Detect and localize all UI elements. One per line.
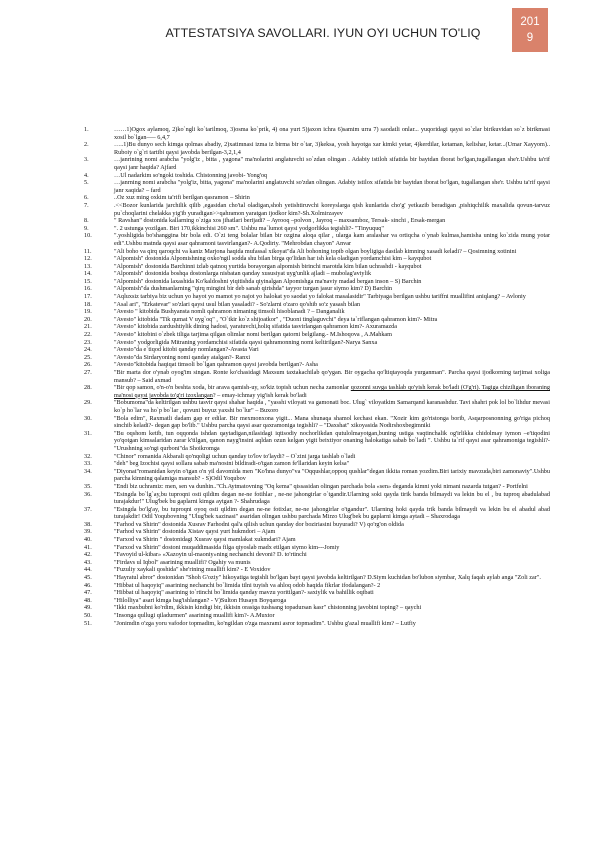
- question-item: [84, 544, 550, 552]
- question-item: [84, 483, 550, 491]
- question-text: "Farxod va Shirin " dostonidagi Xusrav qaysi mamlakat xukmdari? Ajam: [114, 536, 296, 544]
- question-item: [84, 559, 550, 567]
- question-item: [84, 399, 550, 414]
- question-text: "Diyonat"romanidan keyin o'tgan o'n yil davomida men "Ko'hna dunyo"va "Oqqushlar,oppoq qushlar"degan ikkita roman yozdim.Biri tarixiy mavzuda,biri zamonaviy".Ushbu parcha kimning qalamiga mansub? - S)Odil Yoqubov: [114, 467, 550, 483]
- question-text: "Alpomish"da dushmanlarning "qirq mingini bir deb sanab qirishda" tayyor turgan jasur siymo kim? D) Barchin: [114, 285, 393, 293]
- question-text: ..Oz xuz ming oxkim ta'rifi berilgan qasramon – Shirin: [114, 194, 250, 202]
- question-text: "Aqluxsiz tarbiya biz uchun yo hayot yo mamot yo najot yo halokat yo saodat yo falokat masalasidir" Tarbiyaga berilgan ushbu tariffni muallifini aniqlang? – Avloniy: [114, 293, 526, 301]
- question-number: 10.: [84, 232, 92, 240]
- question-number: 30.: [84, 414, 92, 422]
- question-text: "Avesto " kitobida Bushyansta nomli qahramon nimaning timsoli hisoblanadi ? – Danganalik: [114, 308, 345, 316]
- question-item: [84, 194, 550, 202]
- question-number: 26.: [84, 361, 92, 369]
- question-number: 17.: [84, 293, 92, 301]
- question-text: ". 2 ustunga yozilgan. Biri 170,ikkinchisi 260 sm". Ushbu ma`lumot qaysi yodgorlikka tegishli?- "Tinyuquq": [114, 224, 384, 232]
- question-number: 23.: [84, 338, 92, 346]
- question-text: "Bobumoma"da keltirilgan ushbu tasvir qaysi shahar haqida , "yasshi viloyati va gamonati boc. Ulug` viloyatkim Samarqand karanashdur. Tavi shahri pok lol bo`lihdur mevasi ko`p ho`lar va ho`p bo`lar , qovuni buyuz yaxshi bo`lur" – Buxoro: [114, 399, 550, 414]
- question-item: [84, 453, 550, 461]
- question-item: [84, 612, 550, 620]
- question-number: 16.: [84, 285, 92, 293]
- question-number: 19.: [84, 308, 92, 316]
- question-item: [84, 293, 550, 301]
- question-number: 5.: [84, 179, 89, 187]
- question-item: [84, 301, 550, 309]
- question-number: 8.: [84, 217, 89, 225]
- question-item: [84, 354, 550, 362]
- question-text: "Hibbat ul haqoyiq" asarining nechanchi bo`limida tilni tuyish va ahloq odob haqida fikrlar ifodalangan?- 2: [114, 581, 381, 589]
- question-item: [84, 270, 550, 278]
- question-item: [84, 156, 550, 171]
- question-text: "Bu oqshom ketib, tun oqqonda ishdan qaytadigan,nilasidagi iqtisodiy nochorlikdan qutulolmayotgan,buning ustiga vaqtinchalik og'irlikka chidolmay iymon –e'tiqodini yo'qotgan kimsalaridan zarar k'tilgan, qanon nayg'insini aqldan ozun kelgan yigit beixtiyor onaning halokatiga sabab bo`ladi ". Ushbu ta`rif qaysi asar qahramoniga tegishli?- "Urushning so'ngi qurboni"da Shoikromga: [114, 429, 550, 452]
- question-item: [84, 346, 550, 354]
- question-item: [84, 285, 550, 293]
- question-number: 24.: [84, 346, 92, 354]
- question-text: "Hayratul abror" dostonidan "Shoh G'oziy" hikoyatiga tegishli bo'lgan bayt qaysi javobda keltirilgan? D.Siym kuchidan bo'lubon siymbar, Xalq faqah aylab anga "Zoli zar".: [114, 574, 541, 582]
- question-number: 34.: [84, 467, 92, 475]
- question-text: …Ul nadarkim so'ngoki toshida. Chistonning javobi- Yong'oq: [114, 171, 268, 179]
- question-item: [84, 278, 550, 286]
- question-number: 39.: [84, 528, 92, 536]
- question-item: [84, 536, 550, 544]
- question-number: 36.: [84, 490, 92, 498]
- question-text: "Alpomish" dostonida laxashida Ko'kaldoshni yiqitishda qiyinalgan Alpomishga ma'naviy madad bergan inson – S) Barchin: [114, 277, 422, 285]
- question-text: "Bir qop samon, o'n-o'n beshta xoda, bir arava qamish-uy, so'kiz topish uchun necha zamonlar qozonni suvga tashlab qo'yish kerak bo'ladi (O'g'ri). Tagiga chiziligan iboraning ma'nosi qaysi javobda to'g'ri izoxlangan? – emay-ichmay yig'ish kerak bo'ladi: [114, 384, 550, 399]
- question-item: [84, 384, 550, 399]
- question-item: [84, 597, 550, 605]
- question-text: "Alpomish" dostonida boshqa dostonlarga nisbatan qanday xususiyat uyg'unlik ajladi – mubolag'aviylik: [114, 270, 372, 278]
- question-number: 2.: [84, 141, 89, 149]
- question-number: 41.: [84, 543, 92, 551]
- question-number: 38.: [84, 520, 92, 528]
- question-text: "Avesto" kitobida "Tik qumat V uyg`oq" , "O`tkir ko`z shijoatkor" , "Duoni tinglaguvchi" deya ta`riflangan qahramon kim?- Mitra: [114, 315, 438, 323]
- question-text: "deh" beg Izochisi qaysi sollarа sabab ma'nosini bildiradi-o'tgan zamon fe'llaridan keyin kelsa": [114, 460, 350, 468]
- question-item: [84, 172, 550, 180]
- question-text: "Farxod va Shirin" dostoni muqaddimasida filga qiyoslab madx etilgan siymo kim---Jomiy: [114, 543, 340, 551]
- question-text: …..1)Bu dunyo sech kimga qolmas abadiy, 2)xatimnasi izma iz birma bir o`tar, 3)keksa, yosh hayotga xar kimki yetar, 4)kerdilar, ketaman, kelishar, ketar...(Umar Xayyom).. Rubоiy o`g`ri tartibi qaysi javobda berilgan-3,2,1,4: [114, 141, 550, 156]
- question-item: [84, 589, 550, 597]
- question-number: 31.: [84, 429, 92, 437]
- question-number: 42.: [84, 551, 92, 559]
- question-number: 13.: [84, 262, 92, 270]
- question-text: "Esingda bo`lg`ay,bu tuproqni osti qildim degan ne-ne fotihlar , ne-ne jahongirlar o`tgandir.Ularning soki qayda tirik banda bilmaydi va lekin bu el , bu tuproq abadulabad turajakdur!" Ulug'bek bu gaplarni kimga aytgan ?- Shahrudaga: [114, 490, 550, 506]
- question-item: [84, 506, 550, 521]
- question-number: 20.: [84, 315, 92, 323]
- question-text: "Avesto"da e`tiqod kitobi qanday nomlangan?-Avasta Vari: [114, 346, 259, 354]
- question-number: 40.: [84, 536, 92, 544]
- question-text: "Ikki maxbubni ko'rdim, ikkisin kindigi bir, ikkisin orasiga tushsang topadursan kasr" chistonning javobini toping? – qaychi: [114, 604, 422, 612]
- question-list: [84, 126, 550, 627]
- question-item: [84, 460, 550, 468]
- question-item: [84, 528, 550, 536]
- question-number: 47.: [84, 589, 92, 597]
- question-text: "Avesto" kitobida zardushtiylik dining hadosi, yaratuvchi,holiq sifatida tasvirlangan qahramon kim?- Axuramazda: [114, 323, 397, 331]
- question-number: 15.: [84, 277, 92, 285]
- question-text: "Hilolliya" asari kimga bag'ishlangan? - V)Sulton Husayn Boyqaroga: [114, 596, 287, 604]
- question-text: .<<Bozor kunlarida jarchilik qilib ,egasidan cho'tal oladigan,shoh yetishtiruvchi koreyslarga qish kunlarida cho'g' yetkazib beradigan ,pishiqchilik maxalida qovun-tarvuz pu`choqlarini chelakka yig'ib yuradigan>>qahramon yaratgan ijodkor kim?-Sh.Xolmirzayev: [114, 201, 550, 217]
- question-text: …janrining nomi arabcha "yolg'iz , bitta , yagona" ma'nolarini anglatuvchi so`zdan olingan . Adabiy istiloh sifatida bir baytdan iborat bo'lgan,tugallangan she'r.Ushbu ta'rif qaysi janr haqida? Ajfard: [114, 156, 550, 171]
- question-number: 32.: [84, 452, 92, 460]
- badge-year-line2: 9: [526, 32, 534, 44]
- question-item: [84, 468, 550, 483]
- question-number: 25.: [84, 353, 92, 361]
- question-item: [84, 574, 550, 582]
- question-number: 50.: [84, 612, 92, 619]
- question-text: "Bir marta dor o'ynab oyog'im singan. Ronte ko'chasidagi Maxsum taxtakachilab qo'ygan. Bir oygacha qo'ltiqtayoqda yurganman". Parcha qaysi ijodkorning tarjimai xoliga mansub? – Said axmad: [114, 369, 550, 384]
- question-number: 51.: [84, 619, 92, 627]
- question-text: "Insonga qullugi qiladurmen" asarining muallifi kim?- A.Muxtor: [114, 612, 275, 619]
- question-item: [84, 255, 550, 263]
- question-item: [84, 551, 550, 559]
- question-item: [84, 361, 550, 369]
- question-item: [84, 323, 550, 331]
- question-number: 6.: [84, 194, 89, 202]
- question-text: "Avesto" yodgorligida Mitraning yordamchisi sifatida qaysi qahramonning nomi keltirilgan?-Narya Sanxa: [114, 338, 378, 346]
- question-text: ……1)Ogox aylamoq, 2)ko`ngli ko`tarilmoq, 3)osma ko`prik, 4) ona yurt 5)jaxon ichra 6)samim urra 7) saodatli onlar... yuqoridagi qaysi so`zlar birikuvidan so`z birikmasi xosil bo`lgan—– 6,4,7: [114, 126, 550, 141]
- question-item: [84, 491, 550, 506]
- question-number: 1.: [84, 126, 89, 133]
- question-text: "Esingda bo'lg'ay, bu tuproqni oyoq osti qildim degan ne-ne fotixlar, ne-ne jahongirlar o'tgandur". Ularning hoki qayda trik banda bilmaydi va lekin bu el abadul abad turajakdir! Odil Yoqubovning "Ulug'bek xazinasi" asaridan olingan ushbu parchada Mirzo Ulug'bek bu gaplarni kimga aytadi – Shaxrodaga: [114, 505, 550, 521]
- question-text: "Farhod va Shirin" dostonida Xistav qaysi yurt hukmdori – Ajam: [114, 528, 276, 536]
- question-item: [84, 331, 550, 339]
- question-item: [84, 339, 550, 347]
- question-item: [84, 217, 550, 225]
- question-number: 21.: [84, 323, 92, 331]
- question-item: [84, 179, 550, 194]
- question-text: …janrning nomi arabcha "yolg'iz, bitta, yagona" ma'nolarini anglatuvchi so'zdan olingan. Adabiy istilox sifatida bir baytdan iborat bo'lgan, tugallangan she'r. Ushbu ta'rif qaysi janr xaqida? – fard: [114, 179, 550, 194]
- question-number: 12.: [84, 255, 92, 263]
- question-number: 28.: [84, 384, 92, 392]
- question-text: "Endi biz uchramiz: men, sen va dunhin.."Ch.Aytmatovning "Oq kema" qissasidan olingan parchada bola «sen» deganda kimni yoki nimani nazarda tutgan? - Portfelni: [114, 482, 528, 490]
- question-item: [84, 308, 550, 316]
- question-text: "Bola edim", Raxmatli dadam gap er edilar. Bir mexmonxona yigit... Mana shunaqa shamol kechasi ekan. "Xozir kim go'ristonga borib, Asqarposnonning go'riga pichoq sinchib keladi?- degan gap bo'lib." Ushbu parcha qaysi asar qaxramoniga tegishli? – "Daxshat" xikoyasida Nodirshoxbegimniki: [114, 414, 550, 430]
- question-text: "Avesto"kitobida haqiqat timsoli bo`lgan qahramon qaysi javobda berilgan?- Asha: [114, 361, 318, 369]
- question-number: 7.: [84, 201, 89, 209]
- question-text: "Fuzuliy xaykali qoshida" she'rining muallifi kim? - E Voxidov: [114, 566, 271, 574]
- question-number: 3.: [84, 156, 89, 164]
- question-number: 46.: [84, 581, 92, 589]
- question-number: 44.: [84, 566, 92, 574]
- page-badge: [512, 8, 548, 52]
- question-text: "Farhod va Shirin" dostonida Xusrav Farhodni qal'a qilish uchun qanday dor boziriasini buyuradi? V) qo'rg'on oldida: [114, 520, 404, 528]
- question-item: [84, 316, 550, 324]
- question-item: [84, 620, 550, 628]
- question-number: 4.: [84, 171, 89, 179]
- question-number: 33.: [84, 460, 92, 468]
- question-text: "Jonimdin o'zga yoru vafodor topmadim, ko'ngildan o'zga maxrami asror topmadim". Ushbu g'azal muallifi kim? – Lutfiy: [114, 619, 416, 627]
- question-text: "Chinor" romanida Akbarali qo'nqoligi uchun qanday to'lov to'laydi? – O`zini jarga tashlab o`ladi: [114, 452, 356, 460]
- question-number: 35.: [84, 482, 92, 490]
- question-number: 48.: [84, 596, 92, 604]
- question-text: "Alpomish" dostonida Barchinni izlab qatnoq yurtida borayorgan alpomish birinchi marotda kim bilan uchrashdi - kayqubot: [114, 262, 422, 270]
- question-item: [84, 225, 550, 233]
- question-item: [84, 415, 550, 430]
- question-item: [84, 582, 550, 590]
- question-item: [84, 141, 550, 156]
- question-text: "Avesto"da Sirdaryoning nomi qanday atalgan?- Ranxi: [114, 353, 251, 361]
- question-text: "Avesto" kitobini o`zbek tiliga tarjima qilgan olimlar nomi berilgan qatorni belgilang.- M.Ishoqova , A.Mahkam: [114, 331, 392, 339]
- question-item: [84, 604, 550, 612]
- badge-year-line1: 201: [520, 16, 540, 28]
- question-number: 11.: [84, 247, 92, 255]
- question-text: "Asal ari", "Erkatevar" so'zlari qaysi usul bilan yasaladi? - So'zlarni o'zaro qo'shib so'z yasash bilan: [114, 300, 361, 308]
- question-number: 14.: [84, 270, 92, 278]
- question-item: [84, 521, 550, 529]
- question-text: "Favoyid ul-kibar» «Xazoyin ul-maoniy»ning nechanchi devoni? D. to'rtinchi: [114, 551, 307, 559]
- question-number: 37.: [84, 505, 92, 513]
- question-text: "Ali boho va qirq qaroqchi va kaniz Marjona haqida mufassal xikoyat"da Ali bohoning topib olgan boyligiga dastlab kimning xasadi keladi? – Qosimning xotinini: [114, 247, 517, 255]
- question-number: 49.: [84, 604, 92, 612]
- question-item: [84, 263, 550, 271]
- question-item: [84, 202, 550, 217]
- question-text: "Alpomish" dostonida Alpomishning oxko'ngil sodda shu bilan birga qo'lidan har ish kela oladigan yordamchisi kim – kayqubot: [114, 255, 432, 263]
- question-item: [84, 369, 550, 384]
- question-number: 29.: [84, 399, 92, 407]
- question-item: [84, 430, 550, 453]
- question-number: 27.: [84, 369, 92, 376]
- question-number: 18.: [84, 300, 92, 308]
- question-item: [84, 248, 550, 256]
- question-item: [84, 126, 550, 141]
- question-number: 22.: [84, 331, 92, 339]
- underlined-phrase: qozonni suvga tashlab qo'yish kerak bo'ladi (O'g'ri). Tagiga chiziligan iboraning ma'nosi qaysi javobda to'g'ri izoxlangan: [114, 384, 550, 399]
- question-number: 9.: [84, 224, 89, 232]
- question-item: [84, 232, 550, 247]
- question-number: 45.: [84, 574, 92, 582]
- question-item: [84, 566, 550, 574]
- question-text: "Firdavs ul Iqbol" asarining muallifi? Ogahiy va munis: [114, 558, 251, 566]
- page-title: ATTESTATSIYA SAVOLLARI. IYUN OYI UCHUN TO'LIQ: [165, 26, 481, 40]
- question-text: ".yoshligida bo'shanggina bir bola edi. O`zi teng bolalar bilan bir ozgina aloqa qilar , ularga kam aralashar va ortiqcha o`ynab kulmas,hamisha uning ko`zida mung yotar edi".Ushbu matnda qaysi asar qahramoni tasvirlangan?- A.Qodiriy. "Mehrobdan chayon" Anvar: [114, 232, 550, 247]
- question-text: "Hibbat ul haqoyiq" asarining to`rtinchi bo`limida qanday mavzu yoritilgan?- saxiylik va bahillik oqibati: [114, 589, 374, 597]
- question-text: " Ravshan" dostonida kallarning o`ziga xos jihatlari berijadi? – Ayrooq –polvon , Jayroq – maxsamboz, Tersak- sinchi , Ersak-mergan: [114, 217, 446, 225]
- question-number: 43.: [84, 558, 92, 566]
